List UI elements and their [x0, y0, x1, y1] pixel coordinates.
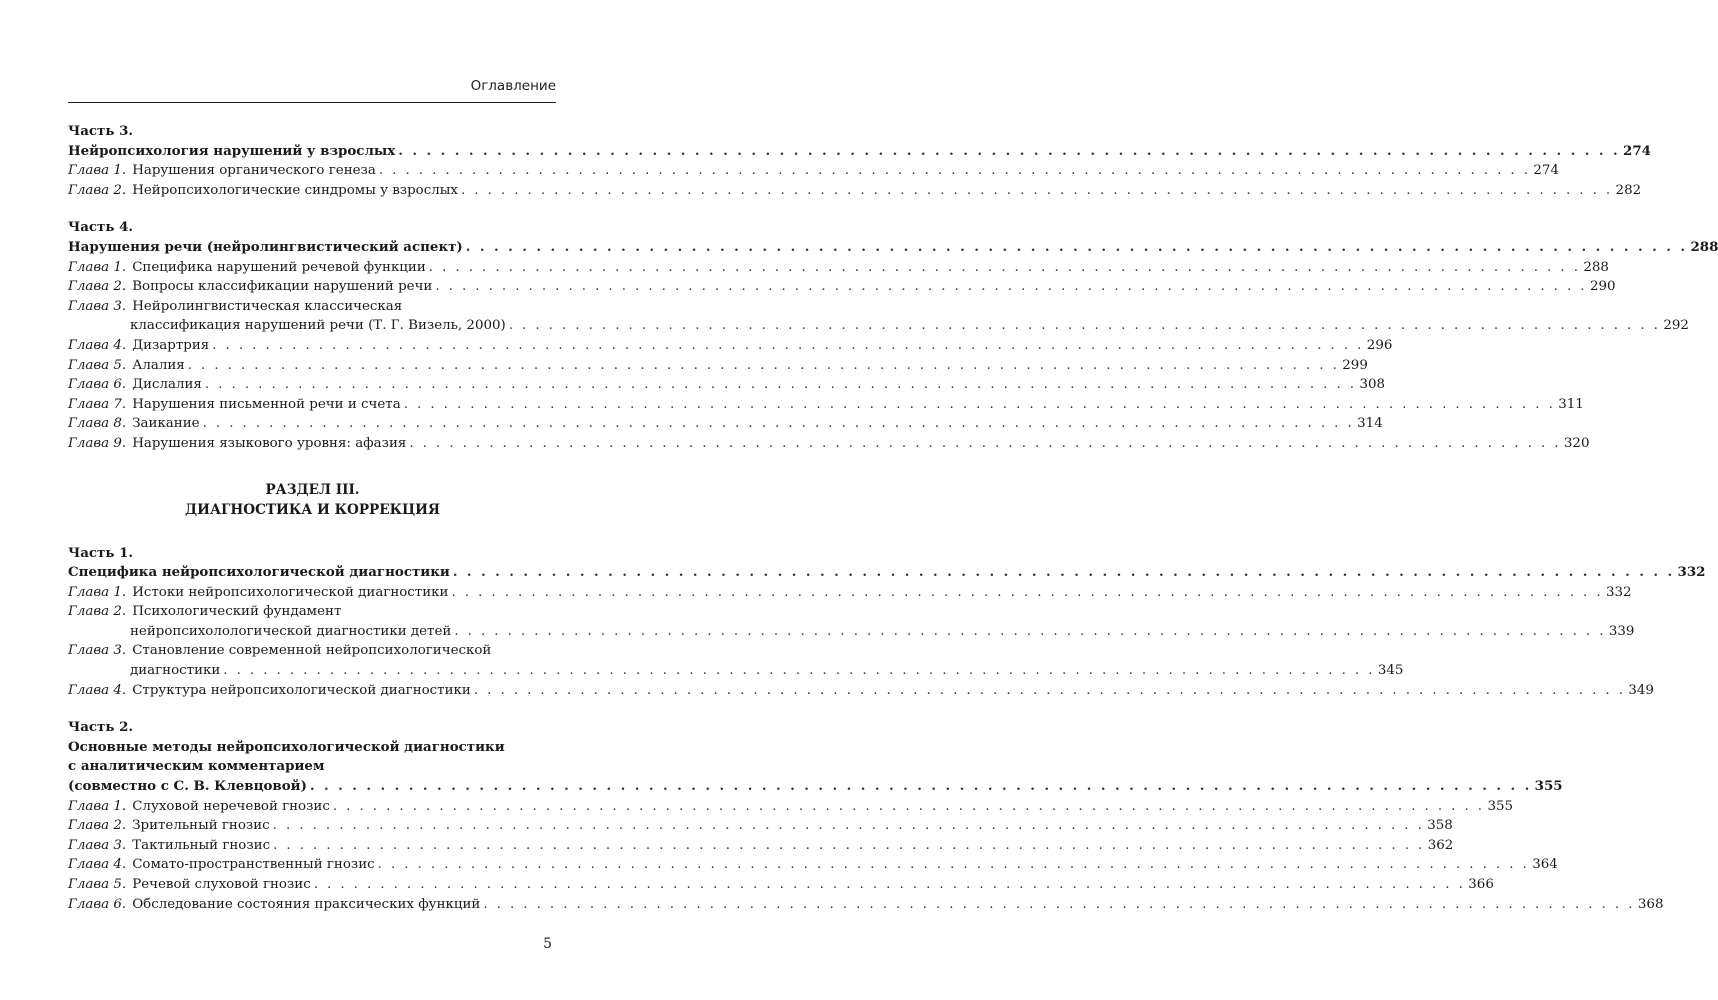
chapter-number: Глава 5.: [68, 877, 127, 892]
chapter-title: Нарушения письменной речи и счета: [132, 396, 401, 412]
part-4-chapter-2[interactable]: [68, 277, 1616, 297]
chapter-page: 311: [1558, 396, 1584, 412]
part-4-chapter-6[interactable]: [68, 375, 1386, 395]
entry-title: Нейропсихология нарушений у взрослых: [68, 142, 396, 159]
table-of-contents: [68, 122, 1718, 932]
chapter-page: 362: [1427, 837, 1454, 853]
s3-part-1-chapter-3[interactable]: [68, 641, 1404, 680]
part-2-label: Часть 2.: [68, 719, 134, 736]
entry-page: 274: [1623, 142, 1651, 159]
section-3-part-2-block: [68, 718, 1664, 914]
dot-leader: [314, 875, 1466, 895]
chapter-page: 290: [1589, 279, 1616, 295]
chapter-number: Глава 3.: [68, 837, 127, 853]
chapter-number: Глава 8.: [68, 416, 127, 432]
chapter-number: Глава 2.: [68, 604, 127, 620]
chapter-page: 368: [1637, 896, 1664, 912]
chapter-title: Тактильный гнозис: [132, 837, 271, 853]
chapter-number: Глава 6.: [68, 377, 127, 393]
entry-page: 288: [1690, 238, 1718, 255]
part-3-label: Часть 3.: [68, 123, 134, 139]
dot-leader: [461, 181, 1613, 201]
chapter-title: Нейропсихологические синдромы у взрослых: [132, 182, 458, 198]
chapter-page: 299: [1342, 357, 1368, 373]
part-4-chapter-5[interactable]: [68, 356, 1368, 376]
chapter-title: Слуховой неречевой гнозис: [132, 798, 330, 814]
chapter-title-line-1: Психологический фундамент: [132, 604, 342, 620]
chapter-number: Глава 1.: [68, 798, 127, 814]
dot-leader: [203, 414, 1355, 434]
chapter-page: 320: [1563, 435, 1590, 451]
s3-part-2-chapter-4[interactable]: [68, 855, 1558, 875]
dot-leader: [451, 583, 1603, 603]
chapter-title: Речевой слуховой гнозис: [132, 877, 311, 892]
chapter-page: 308: [1359, 377, 1386, 393]
chapter-number: Глава 6.: [68, 896, 127, 912]
running-header: [68, 76, 556, 103]
chapter-page: 339: [1608, 623, 1635, 639]
part-1-title-entry[interactable]: [68, 563, 1706, 583]
part-2-title-entry[interactable]: [68, 777, 1563, 797]
chapter-number: Глава 3.: [68, 298, 127, 314]
chapter-page: 288: [1583, 259, 1609, 275]
dot-leader: [466, 238, 1688, 258]
dot-leader: [223, 661, 1375, 681]
chapter-page: 364: [1532, 857, 1558, 873]
dot-leader: [379, 161, 1531, 181]
s3-part-2-chapter-1[interactable]: [68, 797, 1513, 817]
entry-page: 355: [1534, 778, 1563, 795]
chapter-page: 366: [1468, 877, 1494, 892]
s3-part-1-chapter-4[interactable]: [68, 681, 1654, 701]
entry-page: 332: [1677, 564, 1706, 581]
chapter-page: 282: [1615, 182, 1642, 198]
chapter-page: 274: [1533, 163, 1559, 179]
chapter-page: 358: [1427, 818, 1453, 834]
part-3-chapter-1[interactable]: [68, 161, 1559, 181]
chapter-number: Глава 9.: [68, 435, 127, 451]
dot-leader: [454, 622, 1606, 642]
part-4-chapter-8[interactable]: [68, 414, 1383, 434]
dot-leader: [188, 356, 1340, 376]
part-2-title-line-1: Основные методы нейропсихологической диагностики: [68, 738, 505, 755]
part-4-title-entry[interactable]: [68, 238, 1718, 258]
chapter-title-line-1: Становление современной нейропсихологической: [132, 643, 492, 659]
chapter-page: 345: [1377, 663, 1404, 679]
dot-leader: [212, 336, 1364, 356]
dot-leader: [310, 777, 1532, 797]
s3-part-2-chapter-2[interactable]: [68, 816, 1453, 836]
chapter-number: Глава 5.: [68, 357, 127, 373]
chapter-title: Структура нейропсихологической диагностики: [132, 682, 471, 698]
part-4-block: [68, 218, 1718, 453]
part-4-chapter-1[interactable]: [68, 258, 1609, 278]
dot-leader: [205, 375, 1357, 395]
dot-leader: [404, 395, 1556, 415]
dot-leader: [453, 563, 1675, 583]
s3-part-2-chapter-3[interactable]: [68, 836, 1454, 856]
chapter-title: Зрительный гнозис: [132, 818, 270, 834]
part-4-chapter-7[interactable]: [68, 395, 1584, 415]
chapter-number: Глава 1.: [68, 163, 127, 179]
section-name: ДИАГНОСТИКА И КОРРЕКЦИЯ: [185, 501, 440, 518]
s3-part-2-chapter-5[interactable]: [68, 875, 1494, 895]
part-3-chapter-2[interactable]: [68, 181, 1642, 201]
chapter-page: 296: [1366, 337, 1393, 353]
section-3-title: [68, 480, 557, 520]
chapter-number: Глава 3.: [68, 643, 127, 659]
chapter-title: Сомато-пространственный гнозис: [132, 857, 375, 873]
part-3-title-entry[interactable]: [68, 142, 1651, 162]
chapter-title: Истоки нейропсихологической диагностики: [132, 584, 449, 600]
chapter-title: Дислалия: [132, 377, 202, 393]
chapter-title: Специфика нарушений речевой функции: [132, 259, 426, 275]
chapter-number: Глава 2.: [68, 182, 127, 198]
dot-leader: [435, 277, 1587, 297]
chapter-number: Глава 4.: [68, 337, 127, 353]
chapter-number: Глава 2.: [68, 279, 127, 295]
dot-leader: [333, 797, 1485, 817]
chapter-number: Глава 1.: [68, 259, 127, 275]
dot-leader: [378, 855, 1530, 875]
part-2-title-line-2: с аналитическим комментарием: [68, 758, 325, 775]
s3-part-1-chapter-2[interactable]: [68, 602, 1635, 641]
entry-title: (совместно с С. В. Клевцовой): [68, 778, 307, 795]
part-4-chapter-9[interactable]: [68, 434, 1590, 454]
chapter-number: Глава 1.: [68, 584, 127, 600]
part-4-chapter-4[interactable]: [68, 336, 1393, 356]
dot-leader: [409, 434, 1561, 454]
chapter-title: Обследование состояния праксических функций: [132, 896, 481, 912]
page-number: 5: [543, 936, 552, 952]
s3-part-2-chapter-6[interactable]: [68, 895, 1664, 915]
chapter-title-line-2: классификация нарушений речи (Т. Г. Визель, 2000): [130, 318, 506, 334]
chapter-page: 292: [1663, 318, 1689, 334]
chapter-title: Алалия: [132, 357, 185, 373]
chapter-page: 314: [1357, 416, 1383, 432]
dot-leader: [273, 836, 1425, 856]
section-number: РАЗДЕЛ III.: [265, 481, 360, 498]
chapter-title: Нарушения языкового уровня: афазия: [132, 435, 407, 451]
chapter-number: Глава 4.: [68, 857, 127, 873]
chapter-number: Глава 4.: [68, 682, 127, 698]
dot-leader: [474, 681, 1626, 701]
dot-leader: [429, 258, 1581, 278]
chapter-title: Дизартрия: [132, 337, 210, 353]
chapter-number: Глава 2.: [68, 818, 127, 834]
chapter-title-line-2: диагностики: [130, 663, 221, 679]
dot-leader: [483, 895, 1635, 915]
dot-leader: [273, 816, 1425, 836]
header-title: Оглавление: [470, 78, 556, 94]
part-3-block: [68, 122, 1651, 200]
chapter-title: Заикание: [132, 416, 200, 432]
dot-leader: [398, 142, 1620, 162]
dot-leader: [509, 316, 1661, 336]
part-1-label: Часть 1.: [68, 544, 134, 561]
entry-title: Специфика нейропсихологической диагностики: [68, 564, 450, 581]
chapter-title: Нарушения органического генеза: [132, 163, 376, 179]
chapter-page: 332: [1606, 584, 1632, 600]
chapter-title: Вопросы классификации нарушений речи: [132, 279, 433, 295]
section-3-part-1-block: [68, 544, 1706, 701]
part-4-chapter-3[interactable]: [68, 297, 1689, 336]
chapter-page: 355: [1487, 798, 1513, 814]
chapter-number: Глава 7.: [68, 396, 127, 412]
chapter-title-line-1: Нейролингвистическая классическая: [132, 298, 403, 314]
chapter-page: 349: [1628, 682, 1654, 698]
part-4-label: Часть 4.: [68, 219, 134, 236]
entry-title: Нарушения речи (нейролингвистический аспект): [68, 238, 463, 255]
chapter-title-line-2: нейропсихолологической диагностики детей: [130, 623, 452, 639]
s3-part-1-chapter-1[interactable]: [68, 583, 1632, 603]
